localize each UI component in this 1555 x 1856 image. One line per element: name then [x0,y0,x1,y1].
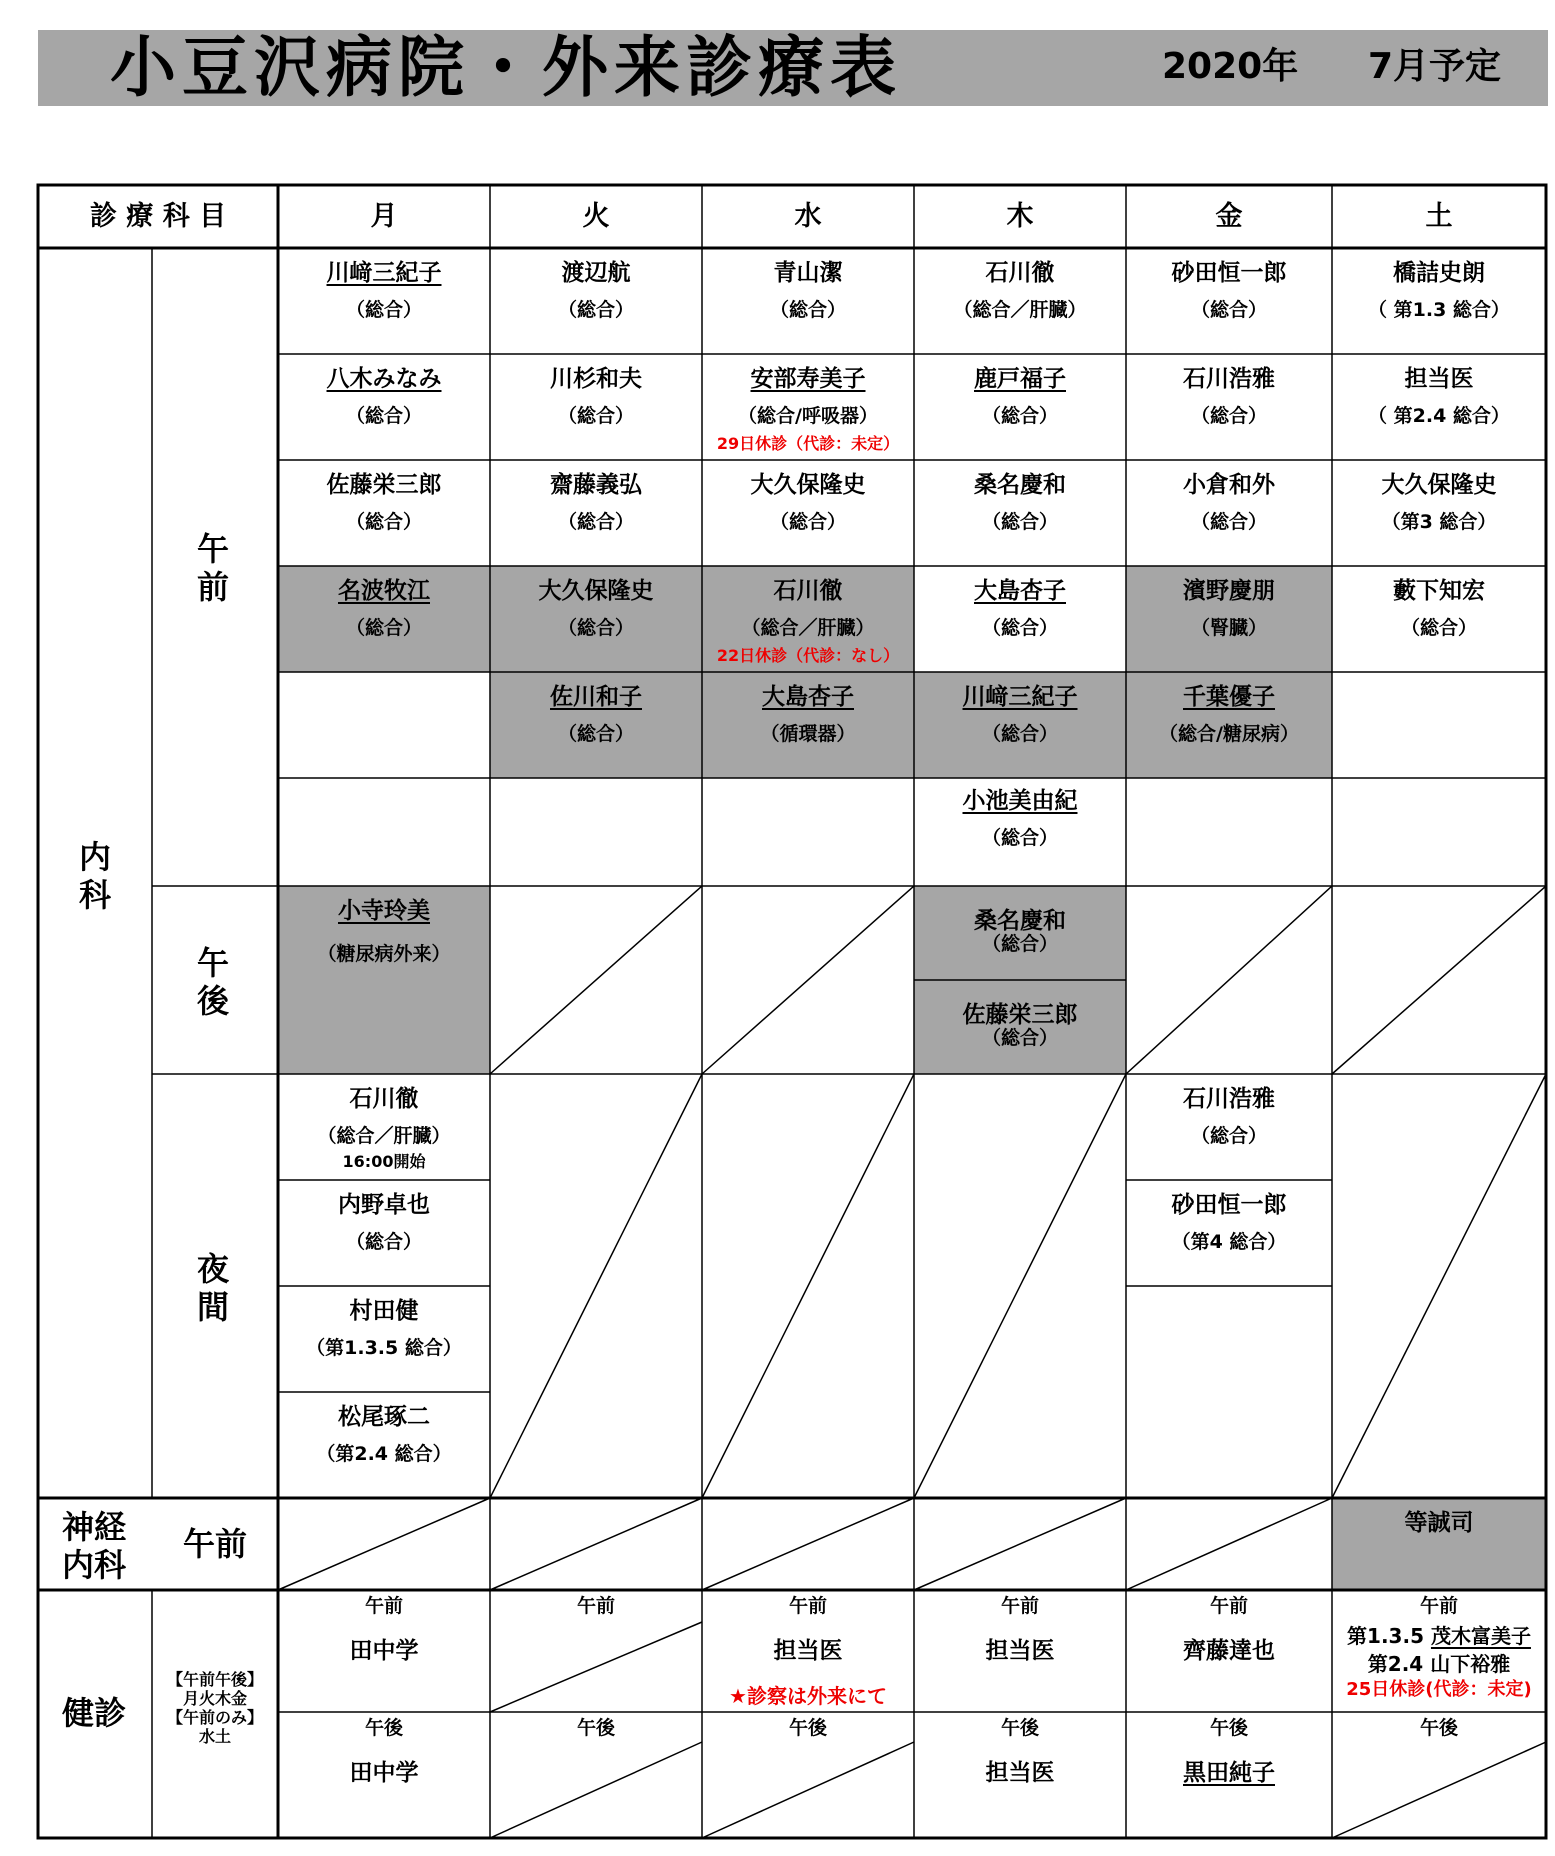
dept-naika-label: 内科 [78,838,111,914]
doctor-name: 橋詰史朗 [1393,260,1485,286]
specialty: （ 第1.3 総合） [1368,299,1510,321]
doctor-name: 桑名慶和 [974,908,1066,934]
doctor-name: 田中学 [349,1760,419,1786]
specialty: （総合） [345,299,422,321]
pm-thu-2 [914,980,1126,1074]
specialty: （第3 総合） [1381,511,1497,533]
checkup-tue-am [490,1590,702,1712]
doctor-name: 大島杏子 [762,684,854,710]
am-r1-sat [1332,248,1546,354]
am-r3-fri [1126,460,1332,566]
am-r5-thu [914,672,1126,778]
pm-label: 午後 [788,1717,827,1739]
doctor-name: 藪下知宏 [1393,578,1485,604]
checkup-note: ★診察は外来にて [729,1684,887,1708]
specialty: （総合） [1190,405,1267,427]
pm-thu-1 [914,886,1126,980]
checkup-mon-pm [278,1712,490,1838]
specialty: （総合） [557,405,634,427]
doctor-name: 大久保隆史 [538,578,654,604]
doctor-name: 担当医 [1404,366,1474,392]
header-wed: 水 [794,201,822,232]
night-mon-2 [278,1180,490,1286]
doctor-name: 砂田恒一郎 [1171,1192,1287,1218]
specialty: （総合） [981,405,1058,427]
doctor-name: 佐藤栄三郎 [326,472,442,498]
neuro-sat [1332,1498,1546,1590]
am-r2-mon [278,354,490,460]
specialty: （総合） [345,405,422,427]
month-label: 7月予定 [1368,46,1502,87]
am-r1-mon [278,248,490,354]
page-title: 小豆沢病院・外来診療表 [110,29,902,106]
doctor-name: 担当医 [773,1638,843,1664]
doctor-name: 担当医 [985,1638,1055,1664]
header-fri: 金 [1215,201,1243,232]
kenshin-note [152,1670,278,1760]
specialty: （総合／肝臓） [317,1125,451,1147]
kenshin-note-1: 【午前午後】 [166,1670,263,1689]
am-label: 午前 [364,1595,403,1617]
dept-kenshin-label: 健診 [61,1694,126,1732]
checkup-thu-am [914,1590,1126,1712]
doctor-name: 大久保隆史 [1381,472,1497,498]
specialty: （総合/糖尿病） [1159,723,1299,745]
doctor-name: 八木みなみ [326,366,442,392]
am-r5-fri [1126,672,1332,778]
am-r1-thu [914,248,1126,354]
doctor-name: 松尾琢二 [338,1404,430,1430]
am-r4-fri [1126,566,1332,672]
specialty: （総合） [1190,511,1267,533]
am-r2-fri [1126,354,1332,460]
doctor-name: 石川徹 [773,578,843,604]
doctor-name: 石川浩雅 [1183,366,1275,392]
gogo-label: 午後 [196,944,229,1020]
am-r3-mon [278,460,490,566]
header-sat: 土 [1425,201,1453,232]
doctor-name: 村田健 [349,1298,419,1324]
night-mon-4 [278,1392,490,1498]
pm-label: 午後 [576,1717,615,1739]
am-r4-sat [1332,566,1546,672]
am-r4-tue [490,566,702,672]
specialty: （総合） [981,511,1058,533]
specialty: （総合） [981,1027,1058,1049]
am-label: 午前 [788,1595,827,1617]
doctor-name: 齊藤達也 [1183,1638,1275,1664]
pm-label: 午後 [1419,1717,1458,1739]
doctor-name: 砂田恒一郎 [1171,260,1287,286]
checkup-wed-pm [702,1712,914,1838]
checkup-thu-pm [914,1712,1126,1838]
doctor-name: 担当医 [985,1760,1055,1786]
specialty: （総合） [557,299,634,321]
specialty: （総合） [1400,617,1477,639]
doctor-name: 青山潔 [773,260,843,286]
checkup-tue-pm [490,1712,702,1838]
am-r1-fri [1126,248,1332,354]
kenshin-note-2: 月火木金 [182,1689,247,1708]
sat-line-1: 第1.3.5 茂木富美子 [1347,1624,1531,1648]
header-dept: 診 療 科 目 [89,201,227,232]
am-r4-wed [702,566,914,672]
night-fri-2 [1126,1180,1332,1286]
doctor-name: 等誠司 [1404,1510,1474,1536]
specialty: （ 第2.4 総合） [1368,405,1510,427]
am-r2-thu [914,354,1126,460]
shinkei-gozen-label: 午前 [182,1525,247,1563]
pm-label: 午後 [364,1717,403,1739]
specialty: （総合） [1190,299,1267,321]
pm-mon [278,886,490,1074]
am-r6-thu [914,778,1126,886]
doctor-name: 黒田純子 [1183,1760,1275,1786]
doctor-name: 佐川和子 [550,684,642,710]
doctor-name: 名波牧江 [338,578,430,604]
doctor-name: 石川徹 [349,1086,419,1112]
specialty: （総合） [769,511,846,533]
specialty: （第2.4 総合） [316,1443,452,1465]
specialty: （総合） [345,511,422,533]
night-mon-3 [278,1286,490,1392]
doctor-name: 川﨑三紀子 [962,684,1078,710]
doctor-name: 桑名慶和 [974,472,1066,498]
specialty: （総合） [981,827,1058,849]
year-label: 2020年 [1162,46,1299,87]
doctor-name: 川杉和夫 [550,366,642,392]
header-mon: 月 [370,201,398,232]
specialty: （腎臓） [1190,617,1267,639]
doctor-name: 大島杏子 [974,578,1066,604]
doctor-name: 小池美由紀 [962,788,1078,814]
doctor-name: 濱野慶朋 [1183,578,1275,604]
doctor-name: 齋藤義弘 [550,472,642,498]
am-label: 午前 [576,1595,615,1617]
specialty: （糖尿病外来） [317,943,451,965]
doctor-name: 内野卓也 [338,1192,430,1218]
checkup-fri-am [1126,1590,1332,1712]
specialty: （循環器） [760,723,856,745]
am-r2-wed [702,354,914,460]
am-r1-tue [490,248,702,354]
holiday-note: 25日休診(代診：未定) [1346,1679,1532,1700]
header-tue: 火 [582,201,610,232]
checkup-sat-pm [1332,1712,1546,1838]
checkup-sat-am [1332,1590,1546,1712]
checkup-fri-pm [1126,1712,1332,1838]
specialty: （総合） [345,1231,422,1253]
doctor-name: 千葉優子 [1183,684,1275,710]
am-r4-thu [914,566,1126,672]
am-r3-thu [914,460,1126,566]
checkup-wed-am [702,1590,914,1712]
specialty: （総合） [557,617,634,639]
doctor-name: 田中学 [349,1638,419,1664]
kenshin-note-3: 【午前のみ】 [166,1708,263,1727]
am-r4-mon [278,566,490,672]
doctor-name: 鹿戸福子 [974,366,1066,392]
doctor-name: 川﨑三紀子 [326,260,442,286]
pm-label: 午後 [1209,1717,1248,1739]
am-r1-wed [702,248,914,354]
specialty: （総合） [345,617,422,639]
checkup-mon-am [278,1590,490,1712]
doctor-name: 石川徹 [985,260,1055,286]
am-r5-tue [490,672,702,778]
specialty: （総合） [1190,1125,1267,1147]
kenshin-note-4: 水土 [198,1727,231,1746]
yakan-label: 夜間 [196,1250,229,1326]
specialty: （総合） [557,511,634,533]
doctor-name: 安部寿美子 [750,366,866,392]
start-time: 16:00開始 [342,1152,426,1171]
specialty: （総合） [557,723,634,745]
night-fri-1 [1126,1074,1332,1180]
holiday-note: 29日休診（代診：未定） [716,434,900,453]
specialty: （総合/呼吸器） [738,405,878,427]
specialty: （総合） [981,933,1058,955]
am-r2-tue [490,354,702,460]
doctor-name: 小倉和外 [1183,472,1275,498]
doctor-name: 小寺玲美 [338,898,430,924]
am-label: 午前 [1209,1595,1248,1617]
doctor-name: 渡辺航 [561,260,631,286]
am-r3-tue [490,460,702,566]
night-mon-1 [278,1074,490,1180]
am-r2-sat [1332,354,1546,460]
specialty: （総合） [981,617,1058,639]
sat-line-2: 第2.4 山下裕雅 [1367,1652,1511,1676]
am-r3-wed [702,460,914,566]
am-r5-wed [702,672,914,778]
specialty: （総合／肝臓） [741,617,875,639]
am-label: 午前 [1419,1595,1458,1617]
specialty: （第1.3.5 総合） [306,1337,462,1359]
doctor-name: 佐藤栄三郎 [962,1002,1078,1028]
dept-shinkei-label: 神経内科 [61,1508,126,1584]
specialty: （総合） [769,299,846,321]
holiday-note: 22日休診（代診：なし） [716,646,900,665]
doctor-name: 石川浩雅 [1183,1086,1275,1112]
pm-label: 午後 [1000,1717,1039,1739]
am-label: 午前 [1000,1595,1039,1617]
gozen-label: 午前 [196,530,229,606]
doctor-name: 大久保隆史 [750,472,866,498]
specialty: （総合） [981,723,1058,745]
specialty: （総合／肝臓） [953,299,1087,321]
am-r3-sat [1332,460,1546,566]
specialty: （第4 総合） [1171,1231,1287,1253]
header-thu: 木 [1006,201,1034,232]
